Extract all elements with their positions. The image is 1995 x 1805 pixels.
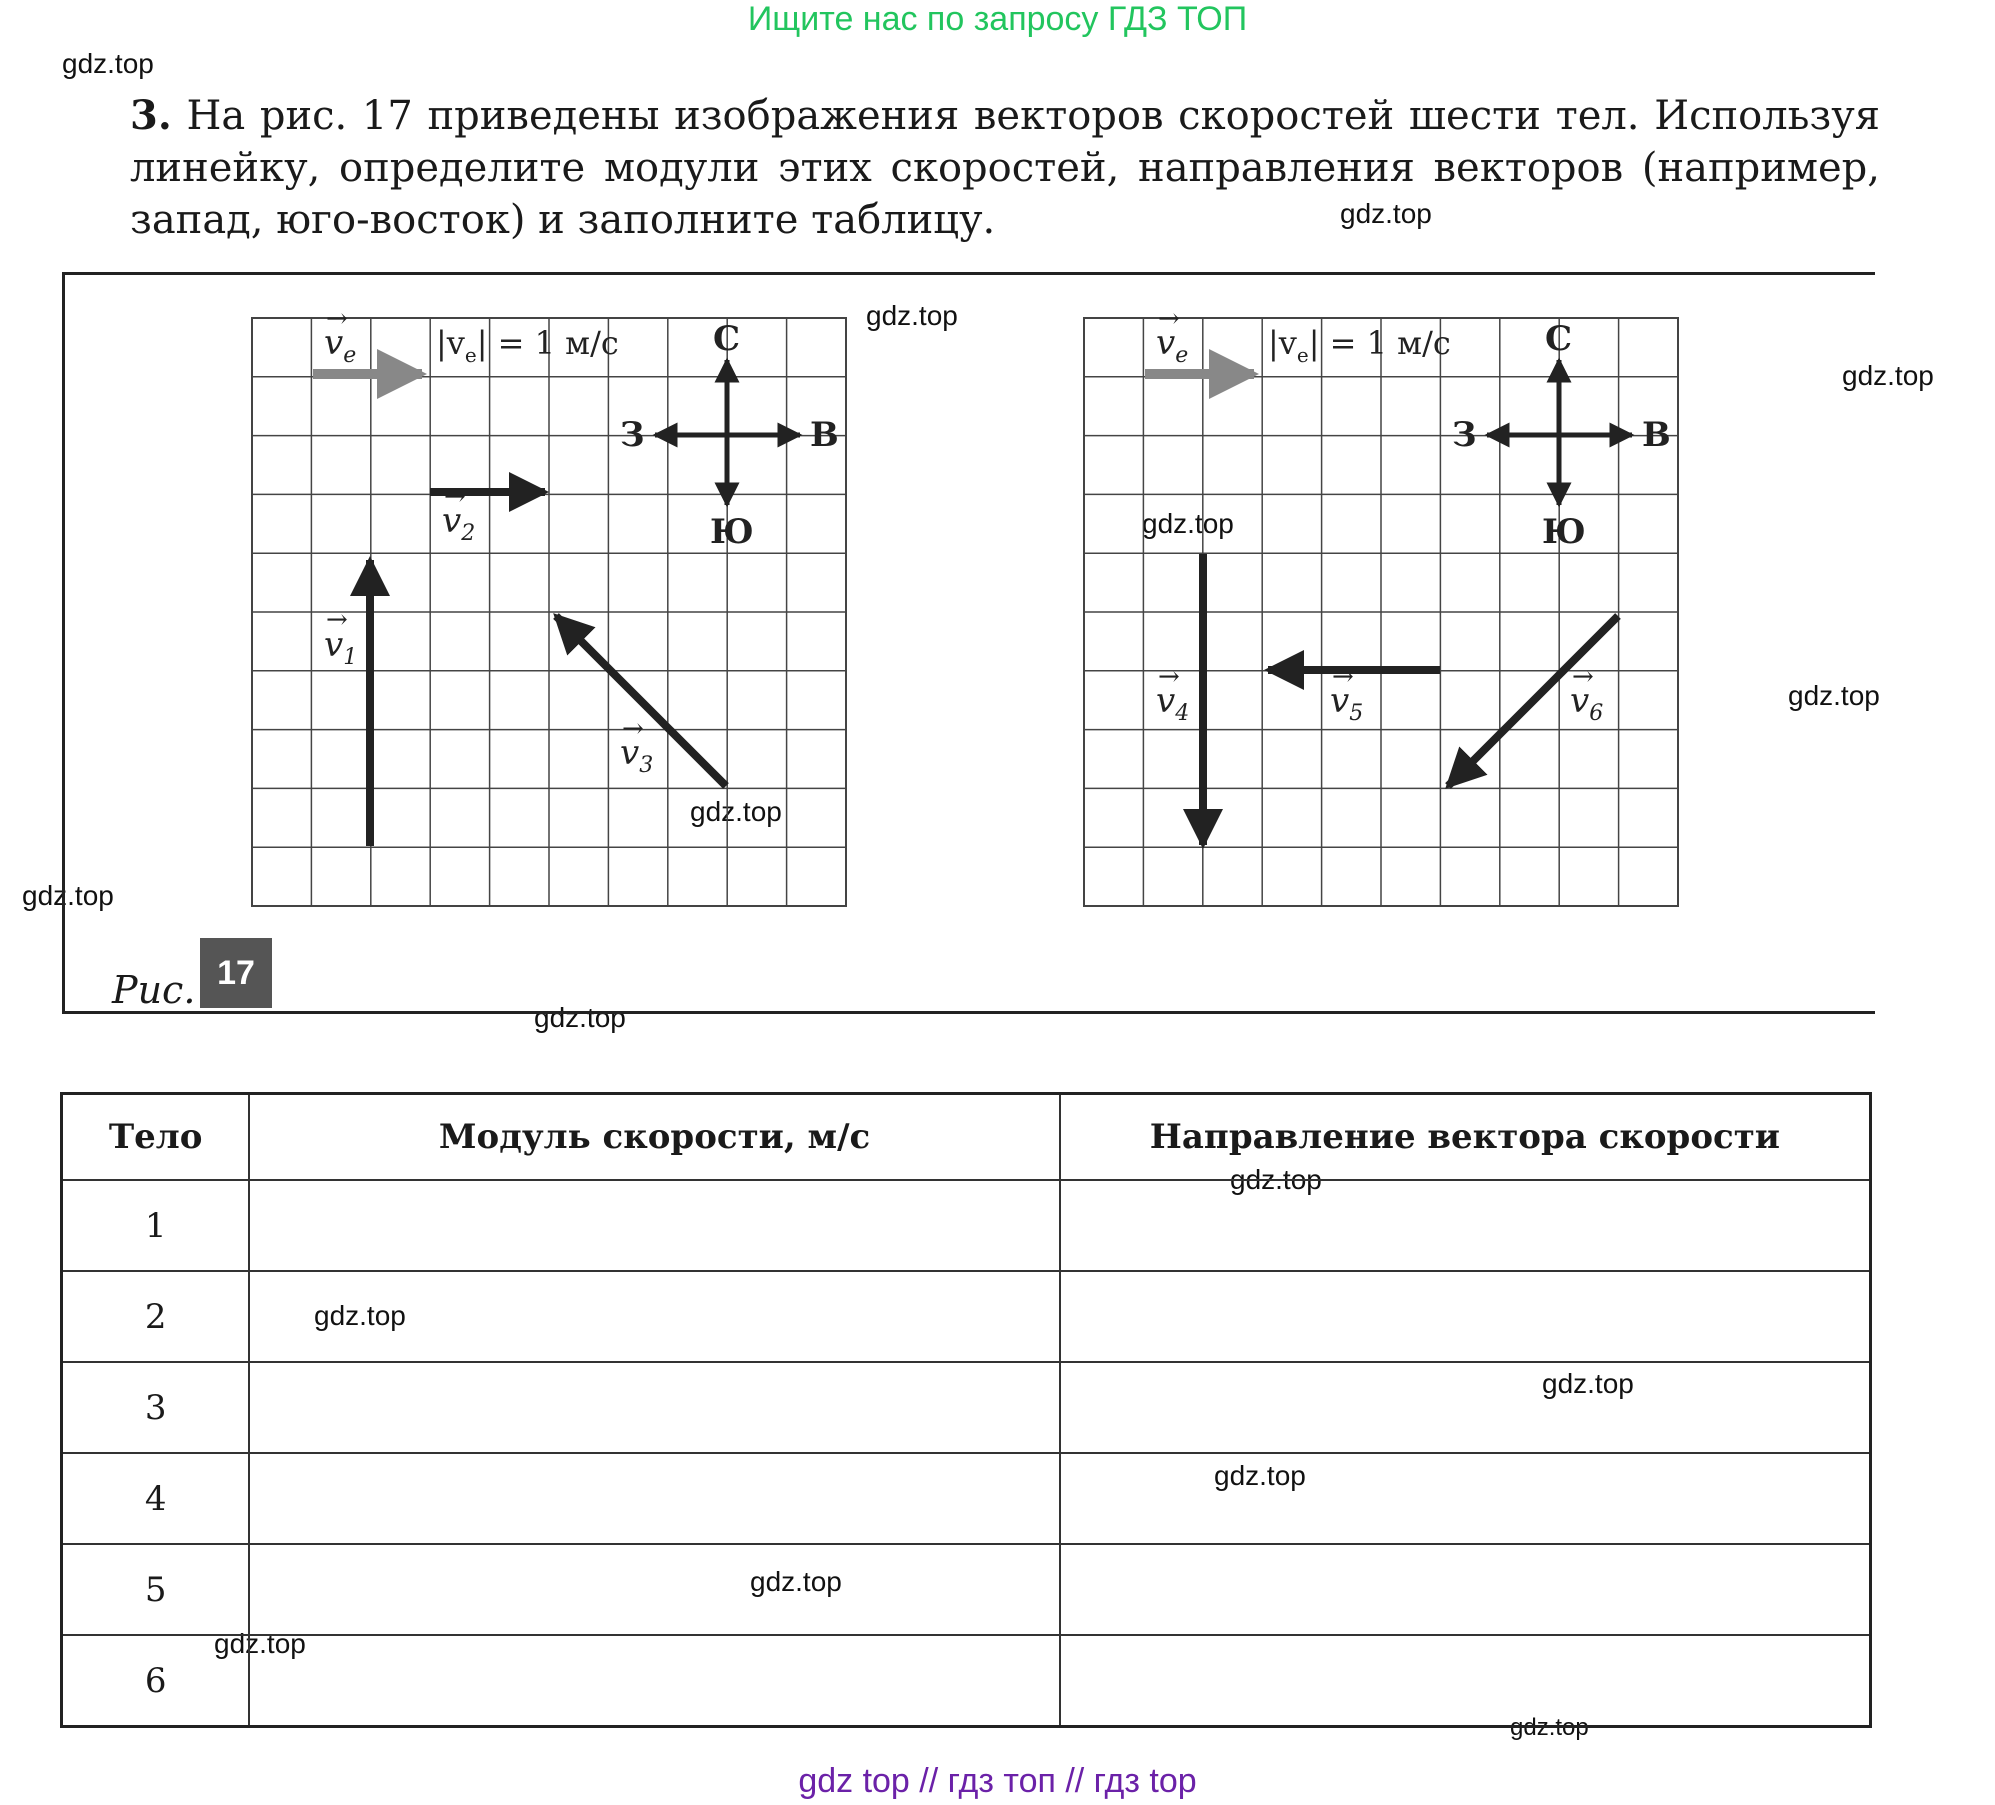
task-body: На рис. 17 приведены изображения векторов скоростей шести тел. Используя линейку, определите модули этих скоростей, направления векторов (например, запад, юго-восток) и заполните таблицу. [130,93,1880,243]
svg-text:→: → [326,304,348,334]
direction-cell[interactable] [1060,1180,1871,1271]
vector-3 [556,616,726,786]
table-row [62,1362,1871,1453]
svg-text:v5: $v_5$ [1330,681,1364,726]
watermark: gdz.top [1230,1164,1322,1195]
direction-cell[interactable] [1060,1453,1871,1544]
speed-cell[interactable] [249,1544,1060,1635]
figure-caption: Рис. [112,968,196,1012]
svg-text:→: → [1572,662,1594,692]
compass-west: З [1452,415,1477,455]
table-row [62,1635,1871,1727]
svg-text:→: → [326,605,348,635]
table-header-row [62,1094,1871,1181]
watermark: gdz.top [1340,198,1432,229]
figure-number: 17 [200,938,272,1008]
svg-text:→: → [1332,662,1354,692]
row-number: 4 [62,1453,250,1544]
direction-cell[interactable] [1060,1271,1871,1362]
vector-4 [1156,554,1203,845]
table-row [62,1271,1871,1362]
svg-text:ve: $v_e$ [324,323,357,368]
vector-5 [1268,662,1440,726]
svg-text:|ve| = 1 м/с: $|v_e| = 1$ м/с [436,324,619,367]
compass-south: Ю [710,512,754,552]
task-number: 3. [130,92,172,139]
bottom-banner[interactable]: gdz top // гдз топ // гдз top [798,1762,1197,1800]
svg-text:|ve| = 1 м/с: $|v_e| = 1$ м/с [1268,324,1451,367]
row-number: 2 [62,1271,250,1362]
table-row [62,1180,1871,1271]
left-unit-vector [313,304,619,374]
watermark: gdz.top [314,1300,406,1331]
speed-cell[interactable] [249,1635,1060,1727]
watermark: gdz.top [1542,1368,1634,1399]
table-row [62,1453,1871,1544]
direction-cell[interactable] [1060,1362,1871,1453]
watermark: gdz.top [1788,680,1880,711]
watermark: gdz.top [1142,508,1234,539]
right-grid [1084,318,1678,906]
watermark: gdz.top [690,796,782,827]
vector-1 [324,560,370,846]
vector-6 [1448,616,1618,786]
direction-cell[interactable] [1060,1635,1871,1727]
speed-cell[interactable] [249,1453,1060,1544]
svg-text:→: → [444,482,466,512]
speed-cell[interactable] [249,1271,1060,1362]
svg-text:v4: $v_4$ [1156,681,1190,726]
header-direction: Направление вектора скорости [1060,1094,1871,1181]
direction-cell[interactable] [1060,1544,1871,1635]
header-speed: Модуль скорости, м/с [249,1094,1060,1181]
watermark: gdz.top [62,48,154,79]
compass-south: Ю [1542,512,1586,552]
top-banner[interactable]: Ищите нас по запросу ГДЗ ТОП [747,0,1248,38]
table-row [62,1544,1871,1635]
svg-text:→: → [1158,304,1180,334]
vector-2 [430,482,545,546]
row-number: 1 [62,1180,250,1271]
row-number: 3 [62,1362,250,1453]
svg-text:v6: $v_6$ [1570,681,1604,726]
watermark: gdz.top [1214,1460,1306,1491]
svg-text:v1: $v_1$ [324,625,358,670]
svg-text:→: → [1158,662,1180,692]
answer-table [60,1092,1872,1728]
svg-text:v3: $v_3$ [620,733,654,778]
header-body: Тело [62,1094,250,1181]
speed-cell[interactable] [249,1180,1060,1271]
watermark: gdz.top [866,300,958,331]
watermark: gdz.top [534,1002,626,1033]
svg-text:ve: $v_e$ [1156,323,1189,368]
compass-north: С [1545,319,1573,359]
svg-text:→: → [622,714,644,744]
compass-north: С [713,319,741,359]
watermark: gdz.top [22,880,114,911]
watermark: gdz.top [750,1566,842,1597]
compass-east: В [810,415,839,455]
compass-west: З [620,415,645,455]
speed-cell[interactable] [249,1362,1060,1453]
watermark: gdz.top [1842,360,1934,391]
right-unit-vector [1145,304,1451,374]
svg-text:v2: $v_2$ [442,501,476,546]
watermark: gdz.top [214,1628,306,1659]
watermark: gdz.top [1510,1714,1589,1741]
row-number: 6 [62,1635,250,1727]
row-number: 5 [62,1544,250,1635]
compass-east: В [1642,415,1671,455]
